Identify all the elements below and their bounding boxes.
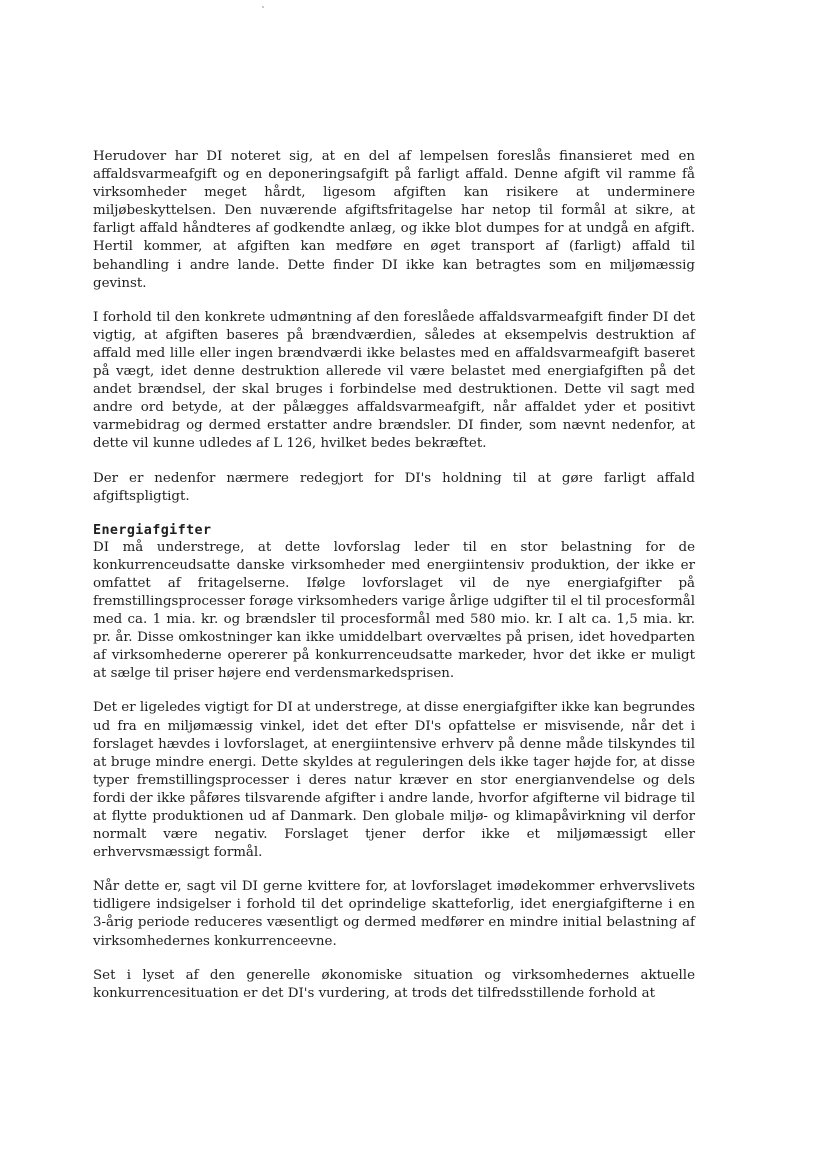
section-energy-taxes <box>93 522 695 1003</box>
paragraph-waste-heat-tax: Herudover har DI noteret sig, at en del af lempelsen foreslås finansieret med en affaldsvarmeafgift og en deponeringsafgift på farligt affald. Denne afgift vil ramme få virksomheder meget hårdt, ligesom afgiften kan risikere at underminere miljøbeskyttelsen. Den nuværende afgiftsfritagelse har netop til formål at sikre, at farligt affald håndteres af godkendte anlæg, og ikke blot dumpes for at undgå en afgift. Hertil kommer, at afgiften kan medføre en øget transport af (farligt) affald til behandling i andre lande. Dette finder DI ikke kan betragtes som en miljømæssig gevinst. <box>93 149 695 291</box>
paragraph-acknowledgement: Når dette er, sagt vil DI gerne kvittere for, at lovforslaget imødekommer erhvervslivets tidligere indsigelser i forhold til det oprindelige skatteforlig, idet energiafgifterne i en 3-årig periode reduceres væsentligt og dermed medfører en mindre initial belastning af virksomhedernes konkurrenceevne. <box>93 879 695 949</box>
paragraph-economic-situation: Set i lyset af den generelle økonomiske situation og virksomhedernes aktuelle konkurrencesituation er det DI's vurdering, at trods det tilfredsstillende forhold at <box>93 967 695 1001</box>
document-page <box>93 148 695 1019</box>
paragraph-hazardous-waste: Der er nedenfor nærmere redegjort for DI's holdning til at gøre farligt affald afgiftspligtigt. <box>93 470 695 504</box>
paragraph-environmental-angle: Det er ligeledes vigtigt for DI at understrege, at disse energiafgifter ikke kan begrundes ud fra en miljømæssig vinkel, idet det efter DI's opfattelse er misvisende, når det i forslaget hævdes i lovforslaget, at energiintensive erhverv på denne måde tilskyndes til at bruge mindre energi. Dette skyldes at reguleringen dels ikke tager højde for, at disse typer fremstillingsprocesser i deres natur kræver en stor energianvendelse og dels fordi der ikke påføres tilsvarende afgifter i andre lande, hvorfor afgifterne vil bidrage til at flytte produktionen ud af Danmark. Den globale miljø- og klimapåvirkning vil derfor normalt være negativ. Forslaget tjener derfor ikke et miljømæssigt eller erhvervsmæssigt formål. <box>93 700 695 861</box>
paragraph-energy-burden: DI må understrege, at dette lovforslag leder til en stor belastning for de konkurrenceudsatte danske virksomheder med energiintensiv produktion, der ikke er omfattet af fritagelserne. Ifølge lovforslaget vil de nye energiafgifter på fremstillingsprocesser forøge virksomheders varige årlige udgifter til el til procesformål med ca. 1 mia. kr. og brændsler til procesformål med 580 mio. kr. I alt ca. 1,5 mia. kr. pr. år. Disse omkostninger kan ikke umiddelbart overvæltes på prisen, idet hovedparten af virksomhederne opererer på konkurrenceudsatte markeder, hvor det ikke er muligt at sælge til priser højere end verdensmarkedsprisen. <box>93 539 695 682</box>
section-heading: Energiafgifter <box>93 522 212 538</box>
paragraph-calorific-value: I forhold til den konkrete udmøntning af den foreslåede affaldsvarmeafgift finder DI det vigtig, at afgiften baseres på brændværdien, således at eksempelvis destruktion af affald med lille eller ingen brændværdi ikke belastes med en affaldsvarmeafgift baseret på vægt, idet denne destruktion allerede vil være belastet med energiafgiften på det andet brændsel, der skal bruges i forbindelse med destruktionen. Dette vil sagt med andre ord betyde, at der pålægges affaldsvarmeafgift, når affaldet yder et positivt varmebidrag og dermed erstatter andre brændsler. DI finder, som nævnt nedenfor, at dette vil kunne udledes af L 126, hvilket bedes bekræftet. <box>93 309 695 452</box>
scan-speck <box>262 6 264 8</box>
